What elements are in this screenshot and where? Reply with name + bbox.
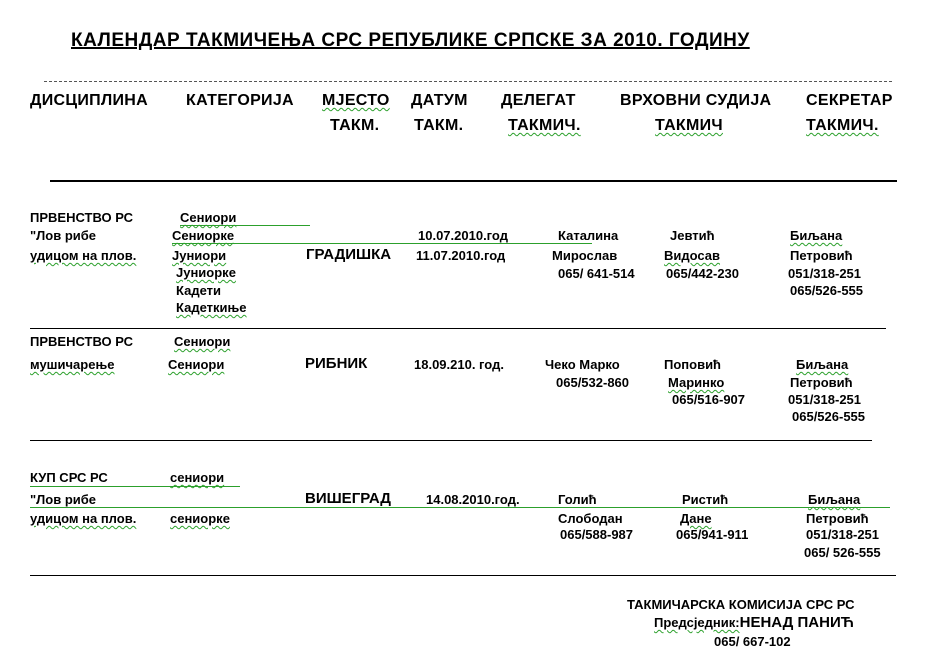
delegate-phone: 065/588-987 <box>560 527 634 542</box>
secretary-phone: 065/526-555 <box>790 283 864 298</box>
secretary-line: Петровић <box>790 248 853 263</box>
category-item: сениори <box>170 470 225 485</box>
category-item: Кадеткиње <box>176 300 247 315</box>
category-item: Сениори <box>180 210 237 225</box>
delegate-line: Голић <box>558 492 597 507</box>
category-item: Сениорке <box>172 228 235 243</box>
judge-phone: 065/941-911 <box>676 527 749 542</box>
secretary-line: Биљана <box>808 492 861 507</box>
president-label: Предсједник: <box>654 615 740 630</box>
header-date: ДАТУМ <box>411 92 468 109</box>
secretary-line: Биљана <box>790 228 843 243</box>
category-item: Јуниорке <box>176 265 236 280</box>
grammar-mark <box>172 243 592 244</box>
row-divider <box>30 575 896 576</box>
president-line <box>654 614 854 632</box>
judge-line: Видосав <box>664 248 721 263</box>
date-line: 18.09.210. год. <box>414 357 504 372</box>
header-secretary: СЕКРЕТАР <box>806 92 893 109</box>
place: ГРАДИШКА <box>306 246 392 263</box>
delegate-line: Мирослав <box>552 248 618 263</box>
judge-line: Маринко <box>668 375 725 390</box>
header-place-sub: ТАКМ. <box>330 117 380 134</box>
commission-title: ТАКМИЧАРСКА КОМИСИЈА СРС РС <box>627 597 855 612</box>
category-item: Кадети <box>176 283 221 298</box>
date-line: 10.07.2010.год <box>418 228 508 243</box>
header-place: МЈЕСТО <box>322 92 390 109</box>
header-discipline: ДИСЦИПЛИНА <box>30 92 148 109</box>
dashed-separator <box>44 81 892 82</box>
grammar-mark <box>180 225 310 226</box>
page-title: КАЛЕНДАР ТАКМИЧЕЊА СРС РЕПУБЛИКЕ СРПСКЕ ЗА 2010. ГОДИНУ <box>71 30 750 51</box>
place: РИБНИК <box>305 355 368 372</box>
category-item: сениорке <box>170 511 230 526</box>
judge-line: Поповић <box>664 357 722 372</box>
secretary-phone: 065/526-555 <box>792 409 866 424</box>
header-delegate: ДЕЛЕГАТ <box>501 92 576 109</box>
secretary-line: Петровић <box>790 375 853 390</box>
secretary-phone: 051/318-251 <box>788 266 862 281</box>
header-delegate-sub: ТАКМИЧ. <box>508 117 581 134</box>
president-phone: 065/ 667-102 <box>714 634 791 649</box>
grammar-mark <box>30 486 240 487</box>
discipline-line: ПРВЕНСТВО РС <box>30 334 133 349</box>
discipline-line: КУП СРС РС <box>30 470 108 485</box>
header-category: КАТЕГОРИЈА <box>186 92 294 109</box>
grammar-mark <box>30 507 890 508</box>
delegate-line: Каталина <box>558 228 619 243</box>
secretary-phone: 051/318-251 <box>788 392 862 407</box>
secretary-line: Петровић <box>806 511 869 526</box>
judge-line: Дане <box>680 511 712 526</box>
category-item: Јуниори <box>172 248 227 263</box>
delegate-phone: 065/532-860 <box>556 375 630 390</box>
discipline-line: "Лов рибе <box>30 228 97 243</box>
judge-line: Ристић <box>682 492 729 507</box>
date-line: 14.08.2010.год. <box>426 492 520 507</box>
discipline-line: "Лов рибе <box>30 492 97 507</box>
secretary-line: Биљана <box>796 357 849 372</box>
delegate-line: Слободан <box>558 511 623 526</box>
header-divider <box>50 180 897 182</box>
judge-line: Јевтић <box>670 228 715 243</box>
category-item: Сениори <box>168 357 225 372</box>
date-line: 11.07.2010.год <box>416 248 506 263</box>
header-date-sub: ТАКМ. <box>414 117 464 134</box>
place: ВИШЕГРАД <box>305 490 391 507</box>
secretary-phone: 051/318-251 <box>806 527 880 542</box>
row-divider <box>30 440 872 441</box>
delegate-line: Чеко Марко <box>545 357 620 372</box>
judge-phone: 065/516-907 <box>672 392 746 407</box>
row-divider <box>30 328 886 329</box>
header-secretary-sub: ТАКМИЧ. <box>806 117 879 134</box>
header-judge-sub: ТАКМИЧ <box>655 117 723 134</box>
header-judge: ВРХОВНИ СУДИЈА <box>620 92 772 109</box>
secretary-phone: 065/ 526-555 <box>804 545 881 560</box>
category-item: Сениори <box>174 334 231 349</box>
judge-phone: 065/442-230 <box>666 266 740 281</box>
discipline-line: удицом на плов. <box>30 248 137 263</box>
discipline-line: ПРВЕНСТВО РС <box>30 210 133 225</box>
discipline-line: мушичарење <box>30 357 115 372</box>
delegate-phone: 065/ 641-514 <box>558 266 635 281</box>
president-name: НЕНАД ПАНИЋ <box>739 614 854 631</box>
discipline-line: удицом на плов. <box>30 511 137 526</box>
